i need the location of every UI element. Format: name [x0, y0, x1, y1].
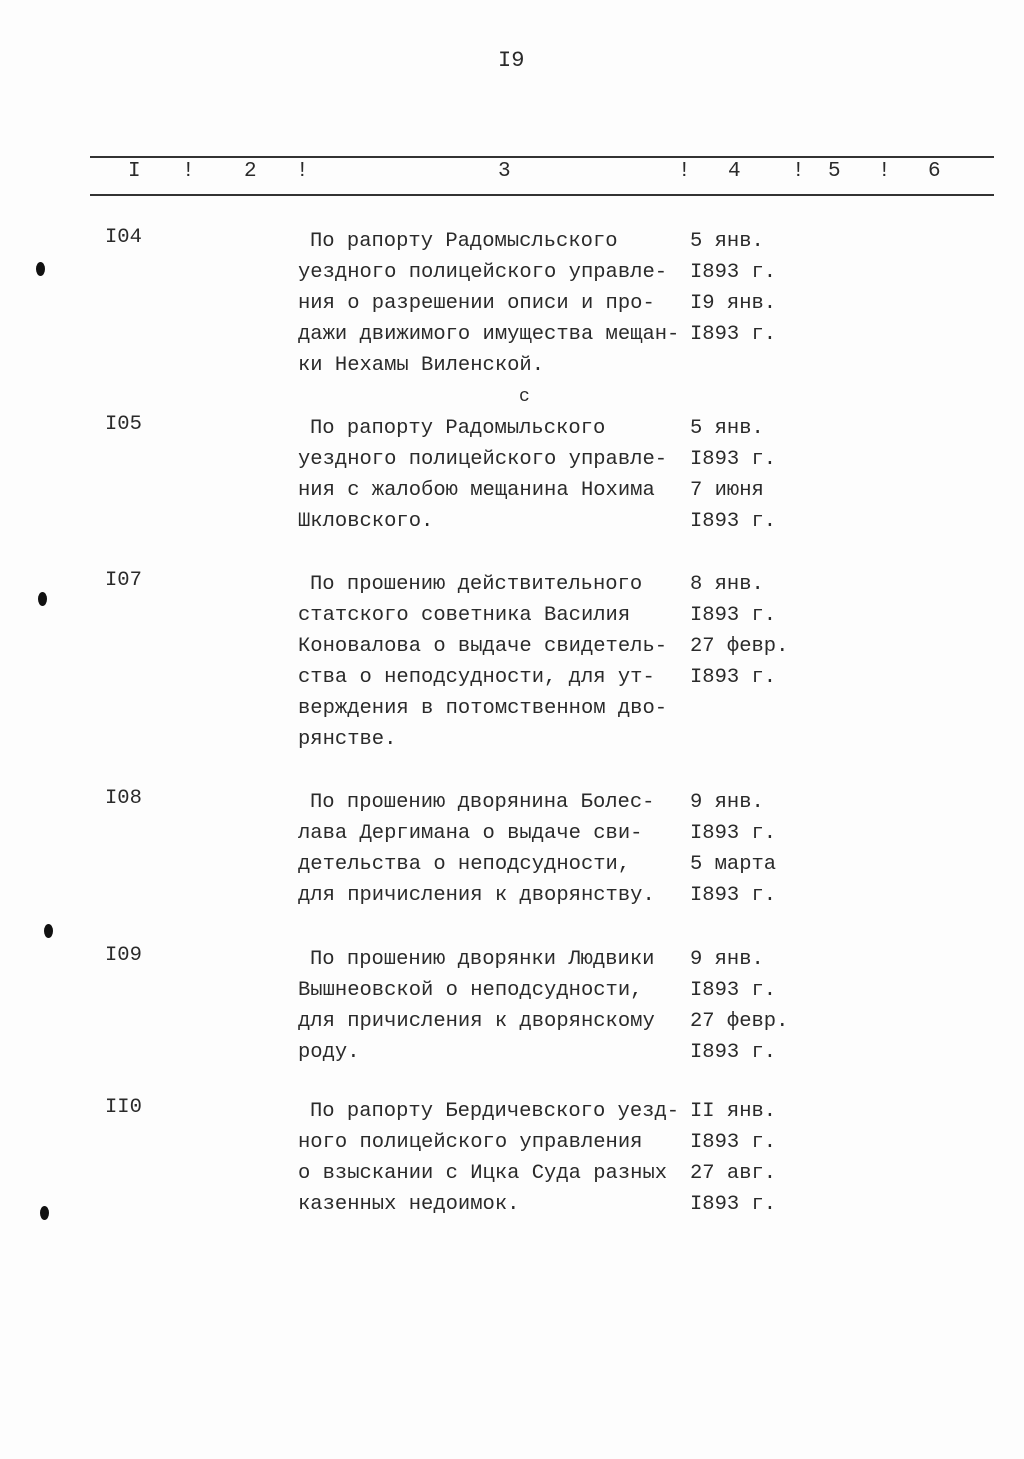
col-header-1: I: [128, 160, 141, 183]
date-line: I893 г.: [690, 666, 777, 689]
date-line: I893 г.: [690, 261, 777, 284]
date-line: 5 янв.: [690, 417, 764, 440]
description-line: дажи движимого имущества мещан-: [298, 323, 680, 346]
date-line: II янв.: [690, 1100, 777, 1123]
date-line: 5 марта: [690, 853, 777, 876]
date-line: I893 г.: [690, 510, 777, 533]
description-line: ния о разрешении описи и про-: [298, 292, 655, 315]
description-line: уездного полицейского управле-: [298, 448, 668, 471]
description-line: По рапорту Радомысльского: [310, 230, 618, 253]
record-description: [298, 787, 655, 911]
description-line: По прошению дворянки Людвики: [310, 948, 655, 971]
description-line: ства о неподсудности, для ут-: [298, 666, 655, 689]
description-line: ния с жалобою мещанина Нохима: [298, 479, 655, 502]
record-dates: [690, 569, 788, 693]
date-line: 27 февр.: [690, 635, 789, 658]
date-line: 9 янв.: [690, 791, 764, 814]
date-line: 7 июня: [690, 479, 764, 502]
header-bottom-rule: [90, 194, 994, 196]
date-line: I893 г.: [690, 979, 777, 1002]
col-header-6: 6: [928, 160, 941, 183]
record-description: [298, 944, 655, 1068]
record-dates: [690, 226, 776, 350]
record-dates: [690, 413, 776, 537]
date-line: I893 г.: [690, 448, 777, 471]
description-line: ного полицейского управления: [298, 1131, 643, 1154]
description-line: роду.: [298, 1041, 360, 1064]
record-dates: [690, 1096, 776, 1220]
page-number: I9: [498, 48, 525, 73]
description-line: верждения в потомственном дво-: [298, 697, 668, 720]
record-number: I07: [105, 569, 142, 592]
description-line: статского советника Василия: [298, 604, 631, 627]
date-line: 8 янв.: [690, 573, 764, 596]
record-number: I04: [105, 226, 142, 249]
punch-hole-mark: [38, 592, 47, 606]
record-description: [298, 569, 667, 755]
date-line: I893 г.: [690, 604, 777, 627]
date-line: 9 янв.: [690, 948, 764, 971]
punch-hole-mark: [36, 262, 45, 276]
record-description: [298, 413, 667, 537]
col-separator: !: [678, 160, 691, 183]
date-line: I893 г.: [690, 884, 777, 907]
description-line: По прошению дворянина Болес-: [310, 791, 655, 814]
record-number: I09: [105, 944, 142, 967]
handwritten-correction: с: [519, 387, 530, 407]
date-line: I893 г.: [690, 1041, 777, 1064]
record-description: [298, 226, 679, 381]
description-line: лава Дергимана о выдаче сви-: [298, 822, 643, 845]
description-line: казенных недоимок.: [298, 1193, 520, 1216]
col-separator: !: [878, 160, 891, 183]
date-line: 5 янв.: [690, 230, 764, 253]
description-line: уездного полицейского управле-: [298, 261, 668, 284]
description-line: Вышнеовской о неподсудности,: [298, 979, 643, 1002]
description-line: рянстве.: [298, 728, 397, 751]
col-separator: !: [182, 160, 195, 183]
date-line: 27 авг.: [690, 1162, 777, 1185]
description-line: о взыскании с Ицка Суда разных: [298, 1162, 668, 1185]
record-dates: [690, 787, 776, 911]
description-line: По рапорту Бердичевского уезд-: [310, 1100, 680, 1123]
date-line: I893 г.: [690, 822, 777, 845]
record-number: I05: [105, 413, 142, 436]
description-line: Шкловского.: [298, 510, 434, 533]
description-line: По прошению действительного: [310, 573, 643, 596]
punch-hole-mark: [44, 924, 53, 938]
description-line: детельства о неподсудности,: [298, 853, 631, 876]
record-number: II0: [105, 1096, 142, 1119]
description-line: Коновалова о выдаче свидетель-: [298, 635, 668, 658]
description-line: для причисления к дворянскому: [298, 1010, 655, 1033]
description-line: По рапорту Радомыльского: [310, 417, 606, 440]
date-line: I893 г.: [690, 1193, 777, 1216]
col-header-5: 5: [828, 160, 841, 183]
description-line: для причисления к дворянству.: [298, 884, 655, 907]
date-line: I893 г.: [690, 1131, 777, 1154]
col-header-4: 4: [728, 160, 741, 183]
col-header-3: 3: [498, 160, 511, 183]
date-line: I893 г.: [690, 323, 777, 346]
date-line: 27 февр.: [690, 1010, 789, 1033]
punch-hole-mark: [40, 1206, 49, 1220]
record-number: I08: [105, 787, 142, 810]
record-description: [298, 1096, 679, 1220]
col-separator: !: [296, 160, 309, 183]
col-separator: !: [792, 160, 805, 183]
date-line: I9 янв.: [690, 292, 777, 315]
header-top-rule: [90, 156, 994, 158]
col-header-2: 2: [244, 160, 257, 183]
record-dates: [690, 944, 788, 1068]
description-line: ки Нехамы Виленской.: [298, 354, 545, 377]
